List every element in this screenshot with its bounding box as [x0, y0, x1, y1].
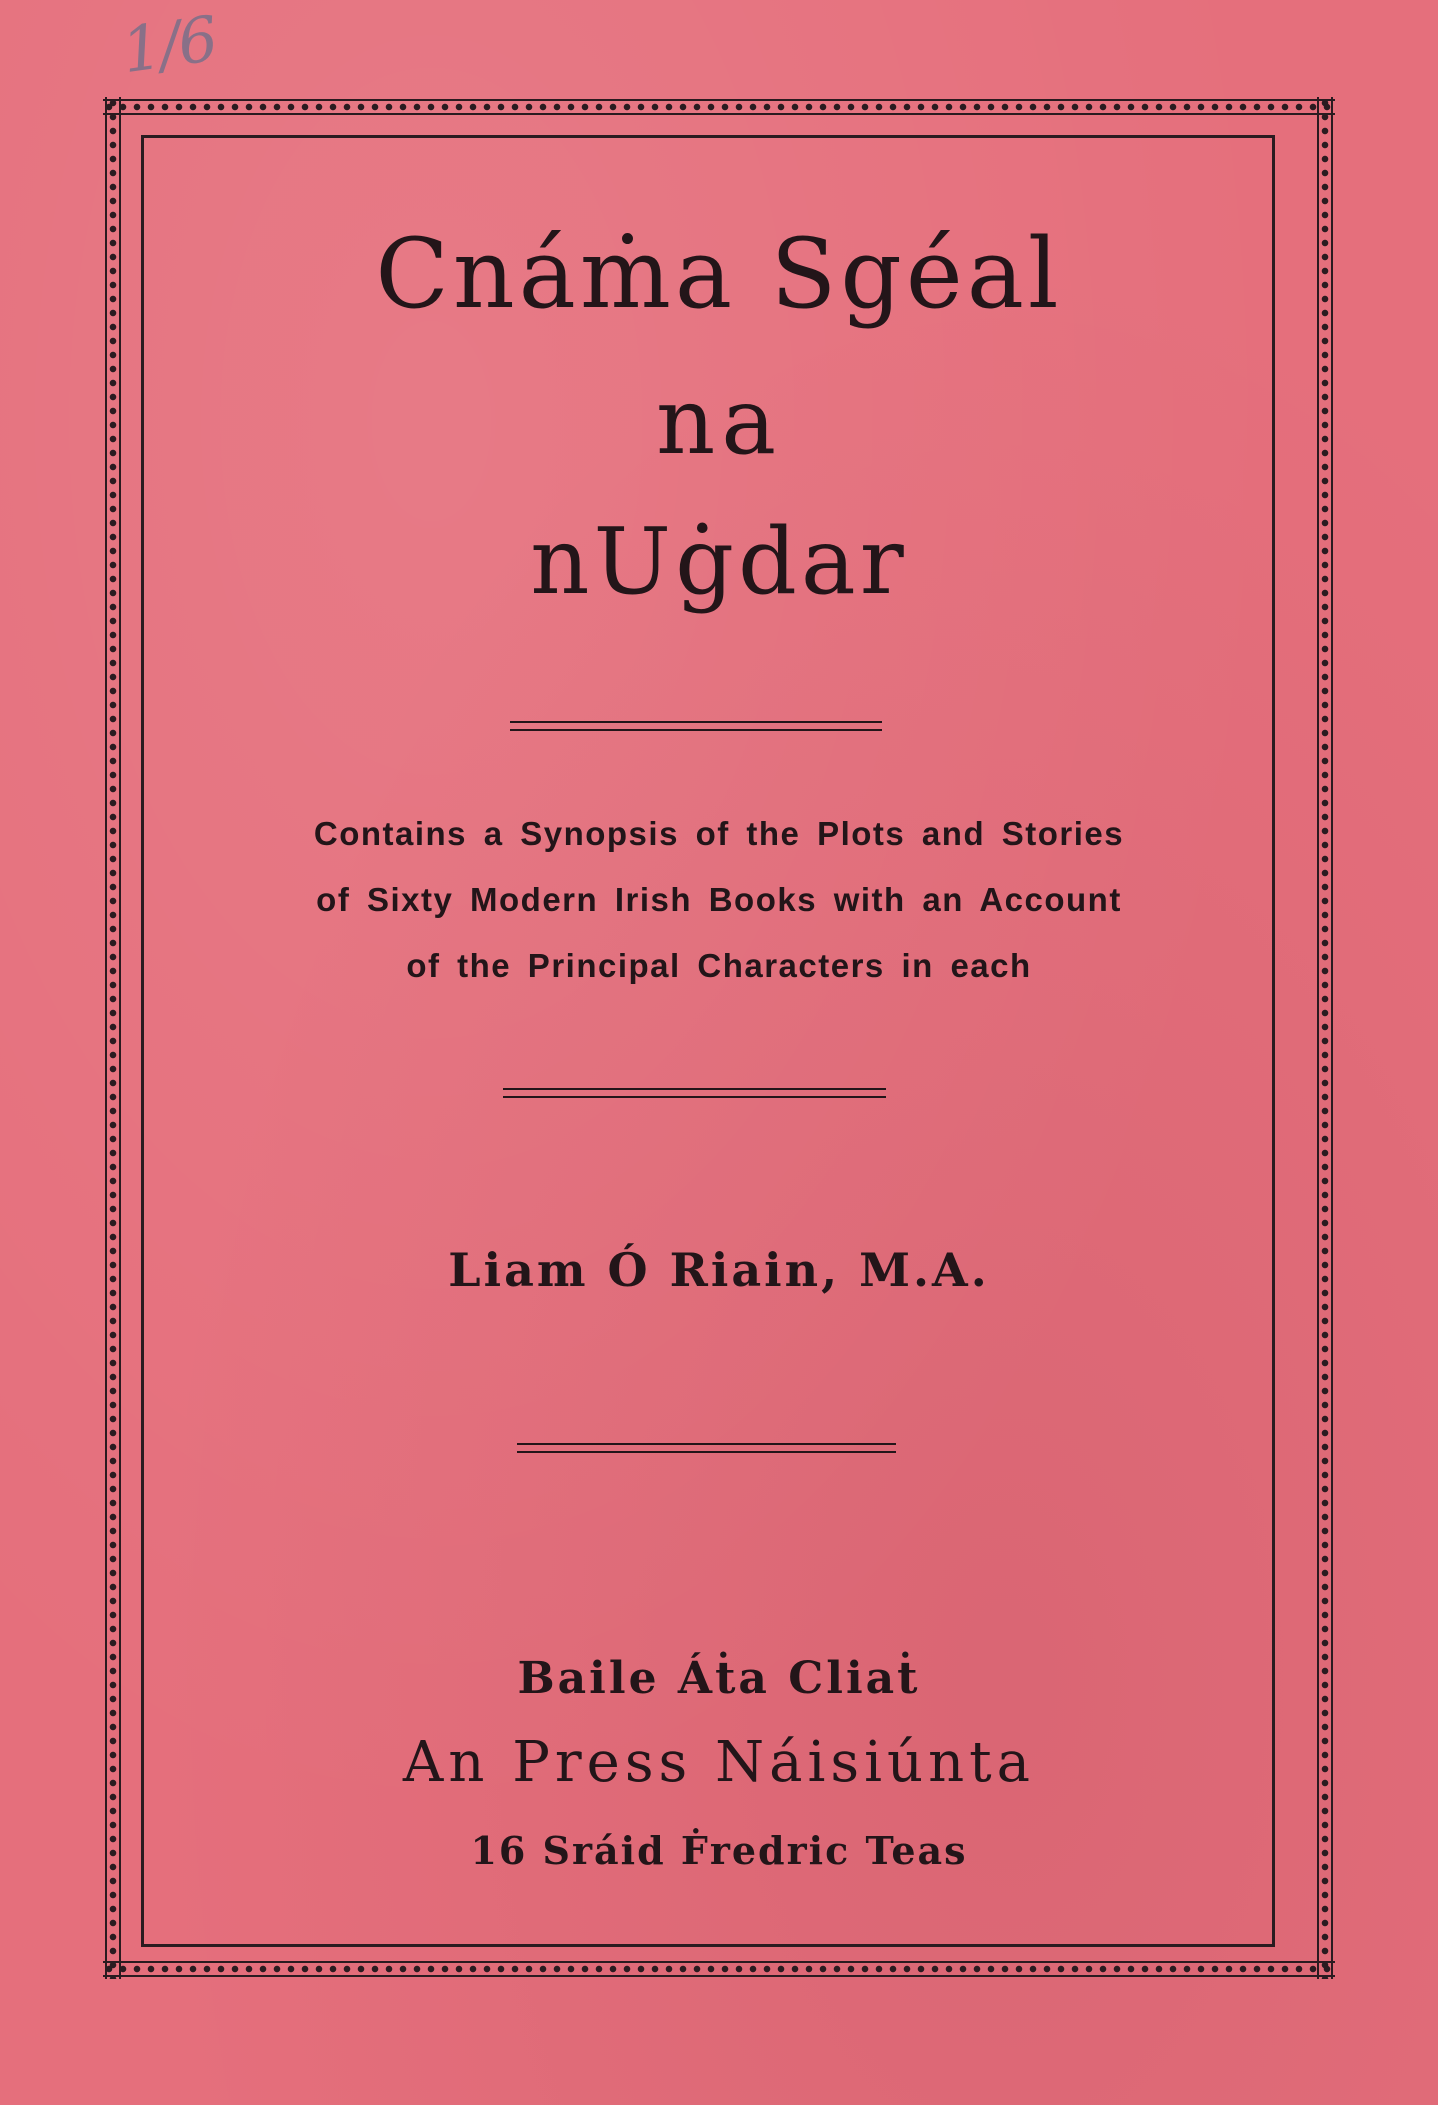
- border-bottom: [103, 1959, 1335, 1979]
- publication-place: Baile Áṫa Cliaṫ: [517, 1653, 921, 1704]
- publisher-address: 16 Sráid Ḟredric Teas: [470, 1828, 968, 1873]
- title-line-1: Cnáṁa Sgéal: [375, 218, 1063, 330]
- synopsis-line-3: of the Principal Characters in each: [406, 947, 1032, 984]
- divider-rule: [503, 1088, 886, 1098]
- border-top: [103, 97, 1335, 117]
- synopsis-line-2: of Sixty Modern Irish Books with an Account: [316, 881, 1122, 918]
- divider-rule: [510, 721, 882, 731]
- author-name: Liam Ó Riain, M.A.: [448, 1243, 990, 1297]
- handwritten-price: 1/6: [117, 1, 221, 88]
- divider-rule: [517, 1443, 896, 1453]
- title-line-3: nUġdar: [530, 508, 908, 615]
- title-line-2: na: [655, 368, 783, 475]
- synopsis-line-1: Contains a Synopsis of the Plots and Stories: [313, 815, 1125, 852]
- publisher-name: An Press Náisiúnta: [402, 1730, 1036, 1795]
